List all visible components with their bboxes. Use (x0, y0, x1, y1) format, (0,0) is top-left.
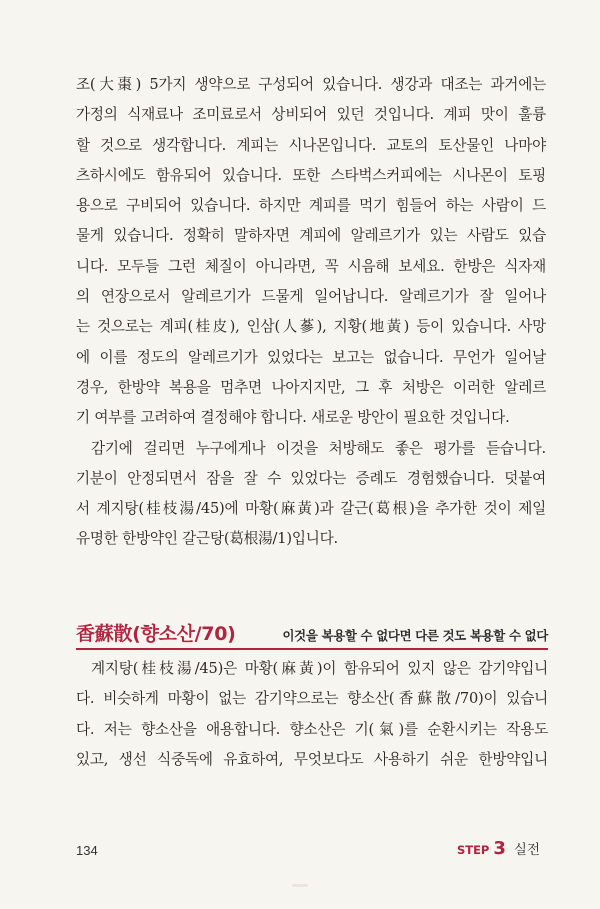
paragraph-line: 서 계지탕(桂枝湯/45)에 마황(麻黃)과 갈근(葛根)을 추가한 것이 제일 (76, 500, 546, 518)
body-line: 는 것으로는 계피(桂皮), 인삼(人蔘), 지황(地黃) 등이 있습니다. 사망 (76, 318, 546, 336)
paragraph-line: 기분이 안정되면서 잠을 잘 수 있었다는 증례도 경험했습니다. 덧붙여 (76, 469, 546, 487)
body-line: 니다. 모두들 그런 체질이 아니라면, 꼭 시음해 보세요. 한방은 식자재 (76, 257, 546, 275)
section-hyangsosan (76, 619, 548, 775)
body-line: 용으로 구비되어 있습니다. 하지만 계피를 먹기 힘들어 하는 사람이 드 (76, 197, 546, 215)
chapter-marker (457, 838, 540, 859)
body-line: 츠하시에도 함유되어 있습니다. 또한 스타벅스커피에는 시나몬이 토핑 (76, 166, 546, 184)
step-label: STEP (456, 843, 490, 857)
body-line: 가정의 식재료나 조미료로서 상비되어 있던 것입니다. 계피 맛이 훌륭 (76, 106, 546, 124)
body-line: 기 여부를 고려하여 결정해야 합니다. 새로운 방안이 필요한 것입니다. (76, 409, 510, 427)
page-number: 134 (76, 843, 98, 858)
section-line: 다. 저는 향소산을 애용합니다. 향소산은 기(氣)를 순환시키는 작용도 (76, 720, 548, 738)
body-text (76, 70, 546, 555)
body-line: 할 것으로 생각합니다. 계피는 시나몬입니다. 교토의 토산물인 나마야 (76, 136, 546, 154)
body-line: 에 이를 정도의 알레르기가 있었다는 보고는 없습니다. 무언가 일어날 (76, 348, 546, 366)
body-line: 의 연장으로서 알레르기가 드물게 일어납니다. 알레르기가 잘 일어나 (76, 288, 546, 306)
step-number: 3 (493, 838, 506, 859)
section-line: 다. 비슷하게 마황이 없는 감기약으로는 향소산(香蘇散/70)이 있습니 (76, 690, 548, 708)
body-line: 조(大棗) 5가지 생약으로 구성되어 있습니다. 생강과 대조는 과거에는 (76, 76, 546, 93)
section-heading (76, 619, 548, 650)
body-line: 경우, 한방약 복용을 멈추면 나아지지만, 그 후 처방은 이러한 알레르 (76, 378, 546, 396)
paragraph-line: 감기에 걸리면 누구에게나 이것을 처방해도 좋은 평가를 듣습니다. (91, 439, 546, 457)
scan-smudge (292, 884, 308, 887)
section-text (76, 654, 548, 775)
section-title: 香蘇散(향소산/70) (76, 623, 236, 645)
section-line: 계지탕(桂枝湯/45)은 마황(麻黃)이 함유되어 있지 않은 감기약입니 (91, 660, 548, 677)
section-line: 있고, 생선 식중독에 유효하여, 무엇보다도 사용하기 쉬운 한방약입니 (76, 750, 548, 768)
section-subtitle: 이것을 복용할 수 없다면 다른 것도 복용할 수 없다 (282, 628, 548, 643)
step-title: 실전 (513, 842, 540, 858)
paragraph-line: 유명한 한방약인 갈근탕(葛根湯/1)입니다. (76, 530, 338, 548)
body-line: 물게 있습니다. 정확히 말하자면 계피에 알레르기가 있는 사람도 있습 (76, 227, 546, 245)
